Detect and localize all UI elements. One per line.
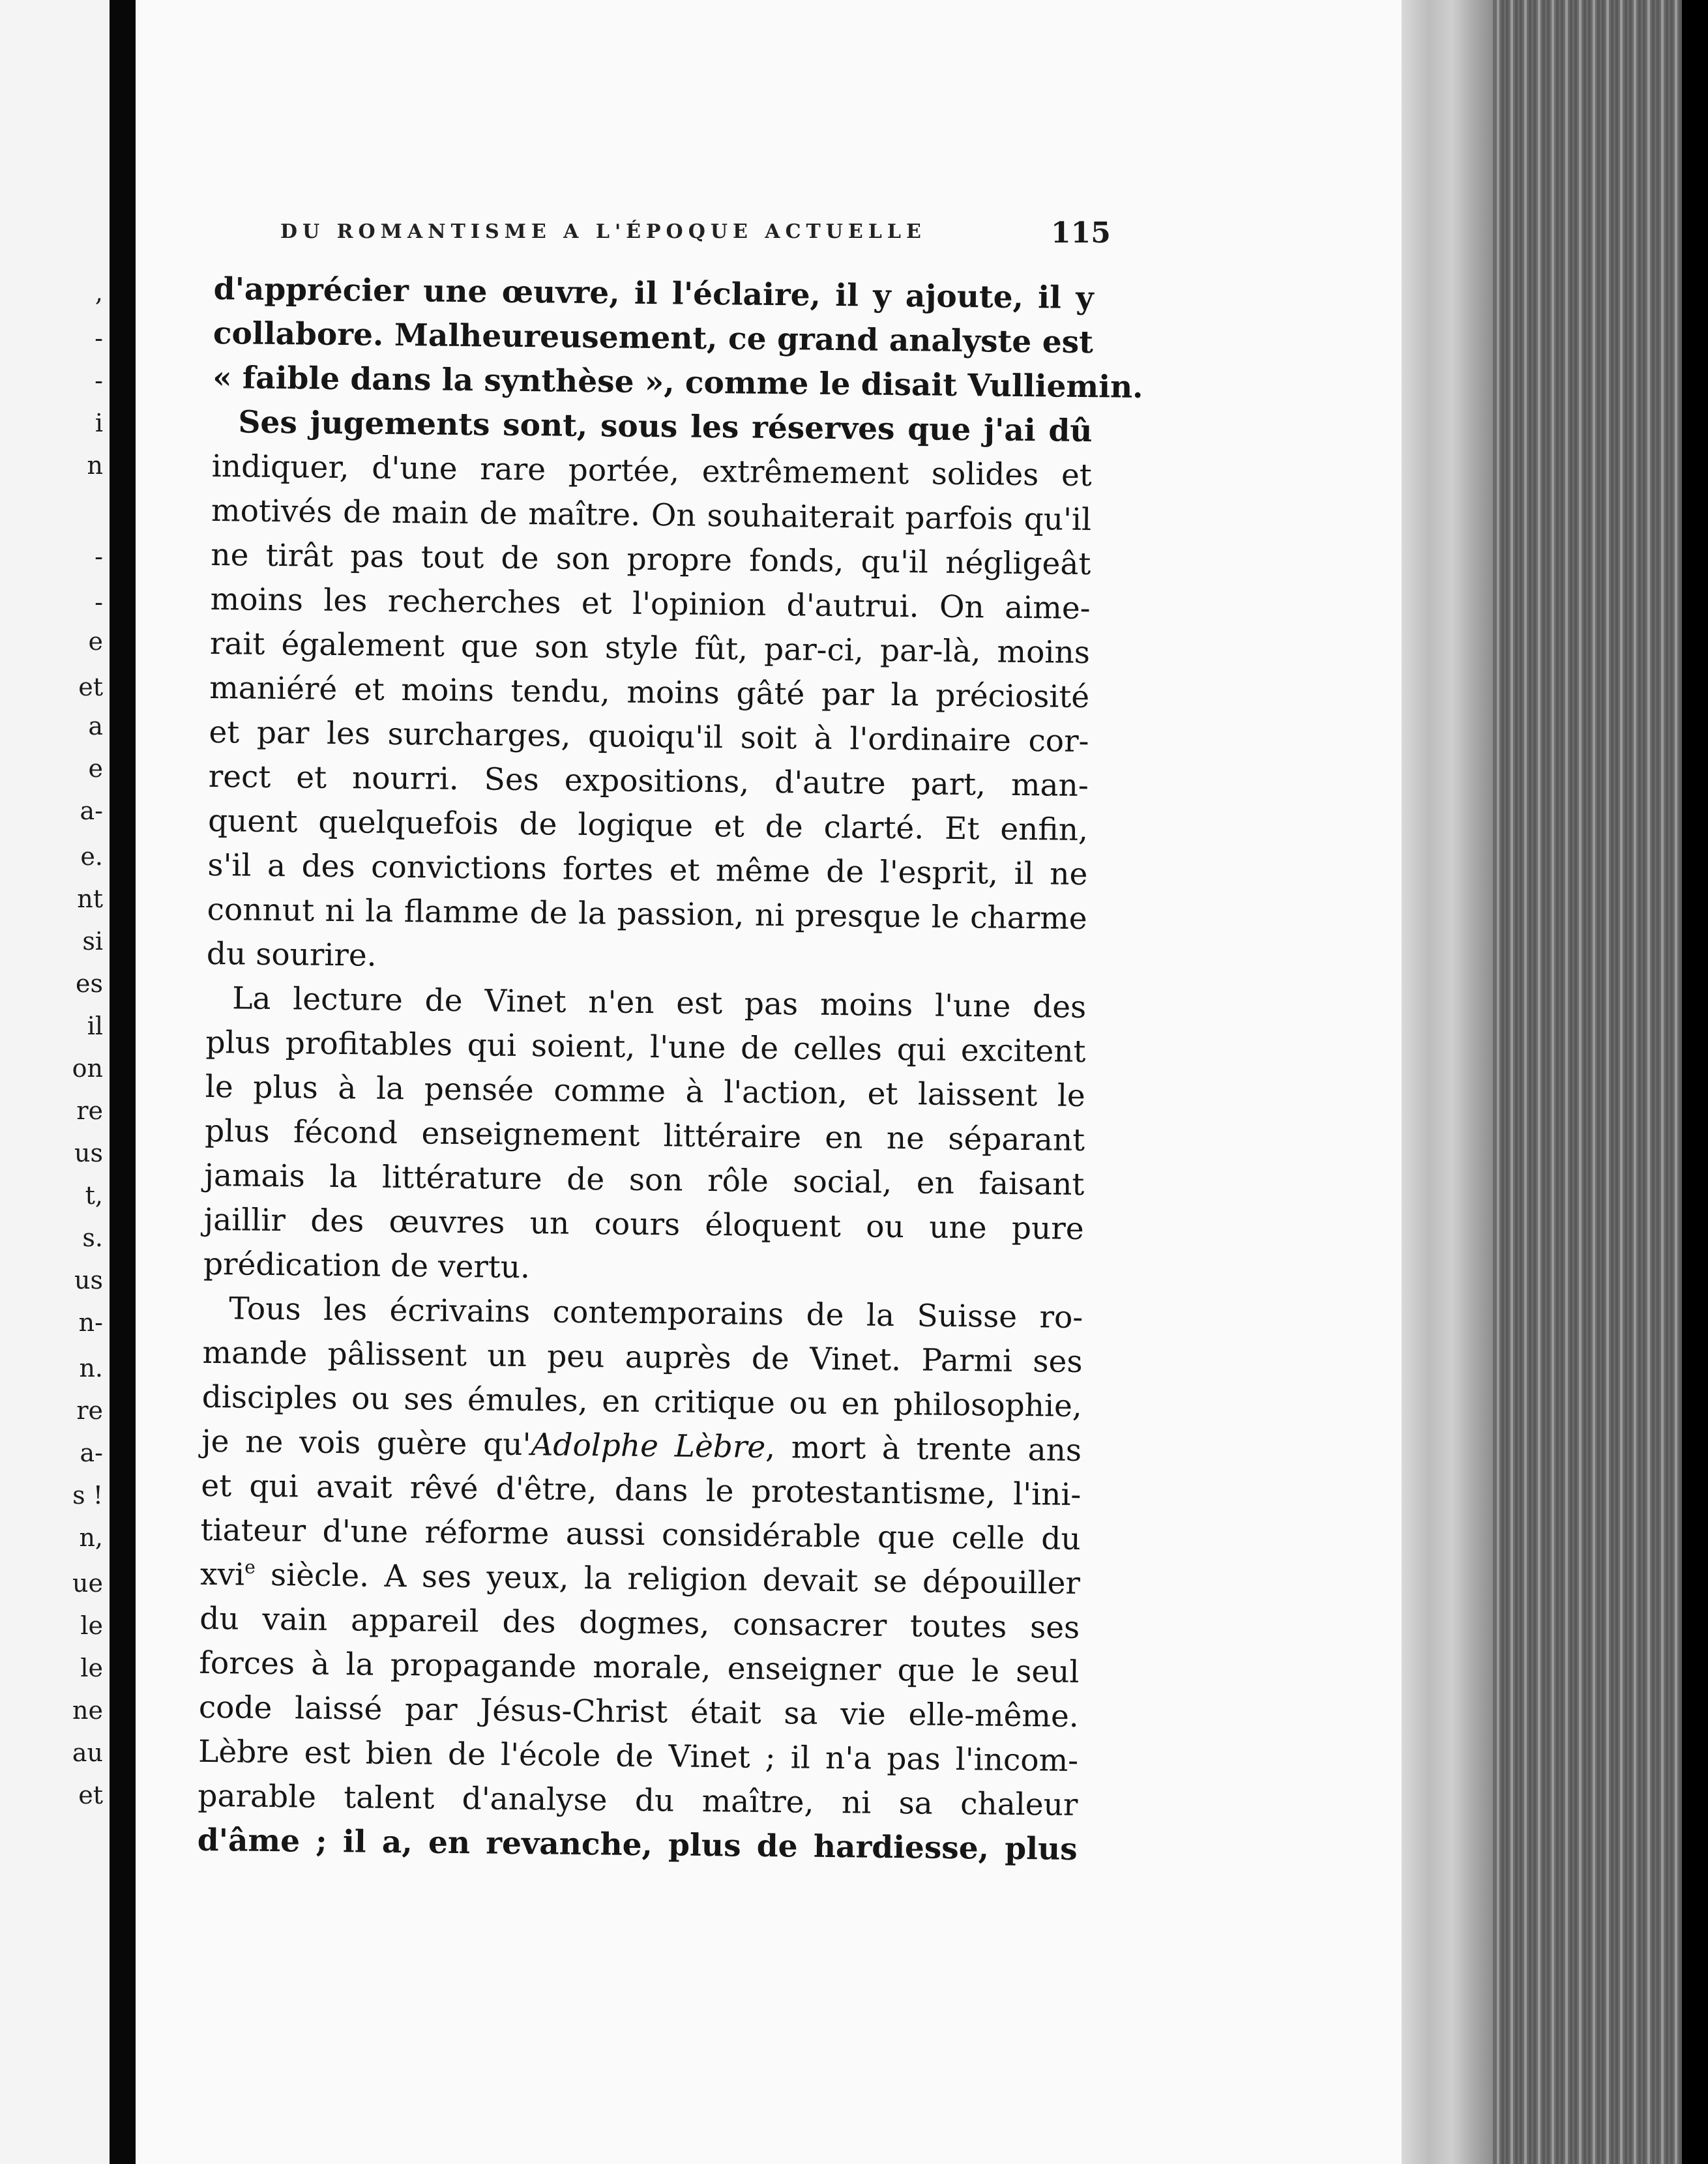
text-line: d'âme ; il a, en revanche, plus de hardiesse, plus [197, 1822, 1078, 1868]
page-leaf-line [1570, 0, 1572, 2164]
page-leaf-line [1529, 0, 1531, 2164]
text-line: prédication de vertu. [203, 1246, 531, 1286]
text-line: jamais la littérature de son rôle social, en faisant [204, 1157, 1085, 1203]
text-line: motivés de main de maître. On souhaiterait parfois qu'il [211, 492, 1092, 538]
text-line: le plus à la pensée comme à l'action, et laissent le [205, 1068, 1086, 1115]
text-line: du vain appareil des dogmes, consacrer toutes ses [199, 1600, 1080, 1646]
text-line: moins les recherches et l'opinion d'autrui. On aime- [210, 581, 1091, 627]
left-page-fragment: e. [80, 842, 103, 871]
left-page-fragment: le [80, 1654, 103, 1682]
page-leaf-line [1579, 0, 1582, 2164]
text-run: xvi [199, 1556, 245, 1593]
left-page-fragment: a- [80, 1439, 103, 1467]
left-page-fragment: si [82, 927, 103, 956]
left-page-fragment: t, [85, 1181, 103, 1210]
page-leaf-line [1547, 0, 1550, 2164]
page-edge [1402, 0, 1493, 2164]
left-page-fragment: le [80, 1611, 103, 1640]
text-line: et par les surcharges, quoiqu'il soit à l'ordinaire cor- [209, 714, 1089, 760]
page-leaf-line [1533, 0, 1536, 2164]
left-page-fragment: au [72, 1738, 103, 1767]
left-page-fragment: ne [72, 1696, 103, 1725]
page-leaf-line [1620, 0, 1623, 2164]
left-page-fragment: us [74, 1139, 103, 1167]
text-line: forces à la propagande morale, enseigner que le seul [199, 1645, 1080, 1691]
page-leaf-line [1542, 0, 1545, 2164]
page-leaf-line [1670, 0, 1673, 2164]
left-page-fragment: s. [82, 1223, 103, 1252]
left-page-fragment: ue [72, 1569, 103, 1598]
text-line: Tous les écrivains contemporains de la Suisse ro- [228, 1291, 1083, 1336]
page-leaf-line [1561, 0, 1563, 2164]
left-page-fragment: - [95, 588, 103, 617]
text-line: ne tirât pas tout de son propre fonds, qu'il négligeât [211, 536, 1091, 583]
text-run: je ne vois guère qu' [201, 1423, 531, 1463]
text-line: s'il a des convictions fortes et même de l'esprit, il ne [207, 847, 1088, 893]
text-line: collabore. Malheureusement, ce grand analyste est [213, 315, 1094, 361]
left-page-fragment: i [95, 409, 103, 437]
text-line: jaillir des œuvres un cours éloquent ou une pure [203, 1201, 1084, 1248]
page-leaf-line [1629, 0, 1632, 2164]
page-leaf-line [1675, 0, 1677, 2164]
text-line: maniéré et moins tendu, moins gâté par la préciosité [209, 669, 1090, 716]
body-text [197, 267, 1143, 1872]
page-leaf-line [1520, 0, 1522, 2164]
page-leaf-line [1638, 0, 1641, 2164]
left-page-fragment: et [78, 673, 103, 701]
page-leaf-line [1634, 0, 1636, 2164]
text-line: et qui avait rêvé d'être, dans le protestantisme, l'ini- [201, 1467, 1082, 1513]
left-page-fragment: es [76, 969, 103, 998]
page-leaf-line [1552, 0, 1554, 2164]
text-line: du sourire. [206, 935, 377, 974]
page-leaf-line [1583, 0, 1586, 2164]
left-page-fragment: a- [80, 797, 103, 825]
page-leaf-line [1565, 0, 1568, 2164]
text-run: siècle. A ses yeux, la religion devait se dépouiller [255, 1557, 1081, 1602]
left-page-fragment: , [95, 278, 103, 307]
left-page-fragment: e [88, 754, 103, 783]
page-number: 115 [1051, 216, 1111, 250]
left-page-fragment: n- [78, 1308, 103, 1337]
left-page-fragment: n [87, 451, 103, 480]
text-line: plus fécond enseignement littéraire en ne séparant [204, 1113, 1085, 1159]
text-line: plus profitables qui soient, l'une de celles qui excitent [205, 1024, 1086, 1070]
text-line: rait également que son style fût, par-ci, par-là, moins [209, 625, 1091, 671]
page-leaf-line [1643, 0, 1645, 2164]
page-leaf-line [1497, 0, 1499, 2164]
page-block-edges [1493, 0, 1682, 2164]
page-leaf-line [1625, 0, 1627, 2164]
page-leaf-line [1652, 0, 1655, 2164]
text-line: code laissé par Jésus-Christ était sa vie elle-même. [198, 1689, 1080, 1735]
page-leaf-line [1606, 0, 1609, 2164]
text-line: Ses jugements sont, sous les réserves que j'ai dû [238, 404, 1093, 450]
background-edge [1682, 0, 1708, 2164]
page-leaf-line [1588, 0, 1591, 2164]
left-page-fragment: n. [79, 1354, 103, 1382]
left-page-fragment: on [72, 1054, 103, 1083]
page-leaf-line [1506, 0, 1509, 2164]
left-page-fragment: re [76, 1396, 103, 1425]
gutter-shadow [110, 0, 136, 2164]
text-line: quent quelquefois de logique et de clarté. Et enfin, [207, 802, 1089, 849]
text-line: Lèbre est bien de l'école de Vinet ; il n'a pas l'incom- [198, 1733, 1079, 1779]
page-leaf-line [1647, 0, 1650, 2164]
left-page-fragment: e [88, 627, 103, 656]
page-leaf-line [1574, 0, 1577, 2164]
left-page-fragment: s ! [72, 1481, 103, 1510]
left-page-fragment: - [95, 542, 103, 571]
previous-page-strip [0, 0, 110, 2164]
text-line: d'apprécier une œuvre, il l'éclaire, il y ajoute, il y [213, 270, 1094, 317]
page-leaf-line [1661, 0, 1664, 2164]
text-line: parable talent d'analyse du maître, ni sa chaleur [198, 1777, 1078, 1824]
page-leaf-line [1666, 0, 1668, 2164]
page-leaf-line [1656, 0, 1659, 2164]
left-page-fragment: nt [77, 885, 103, 913]
page-leaf-line [1524, 0, 1527, 2164]
text-line: indiquer, d'une rare portée, extrêmement solides et [211, 448, 1093, 494]
left-page-fragment: us [74, 1266, 103, 1294]
page-leaf-line [1597, 0, 1600, 2164]
left-page-fragment: - [95, 324, 103, 353]
text-line: « faible dans la synthèse », comme le disait Vulliemin. [212, 359, 1143, 405]
left-page-fragment: a [88, 712, 103, 740]
text-line: mande pâlissent un peu auprès de Vinet. Parmi ses [202, 1334, 1083, 1381]
text-line: tiateur d'une réforme aussi considérable que celle du [200, 1512, 1081, 1558]
page-leaf-line [1510, 0, 1513, 2164]
text-line: disciples ou ses émules, en critique ou en philosophie, [201, 1379, 1083, 1425]
left-page-fragment: et [78, 1781, 103, 1809]
text-line: connut ni la flamme de la passion, ni presque le charme [207, 891, 1087, 937]
page-leaf-line [1611, 0, 1613, 2164]
left-page-fragment: il [87, 1012, 103, 1040]
page-leaf-line [1602, 0, 1604, 2164]
left-page-fragment: n, [79, 1523, 103, 1552]
left-page-fragment: re [76, 1096, 103, 1125]
page-leaf-line [1615, 0, 1618, 2164]
page-leaf-line [1538, 0, 1540, 2164]
text-line: La lecture de Vinet n'en est pas moins l'une des [231, 980, 1087, 1026]
page-leaf-line [1593, 0, 1595, 2164]
page-leaf-line [1515, 0, 1518, 2164]
page-leaf-line [1556, 0, 1559, 2164]
running-head: DU ROMANTISME A L'ÉPOQUE ACTUELLE [280, 220, 926, 243]
italic-name: Adolphe Lèbre [531, 1427, 766, 1465]
superscript: e [244, 1556, 256, 1578]
left-page-fragment: - [95, 366, 103, 395]
page-leaf-line [1501, 0, 1504, 2164]
text-run: , mort à trente ans [765, 1429, 1082, 1469]
text-line: rect et nourri. Ses expositions, d'autre part, man- [208, 758, 1089, 804]
